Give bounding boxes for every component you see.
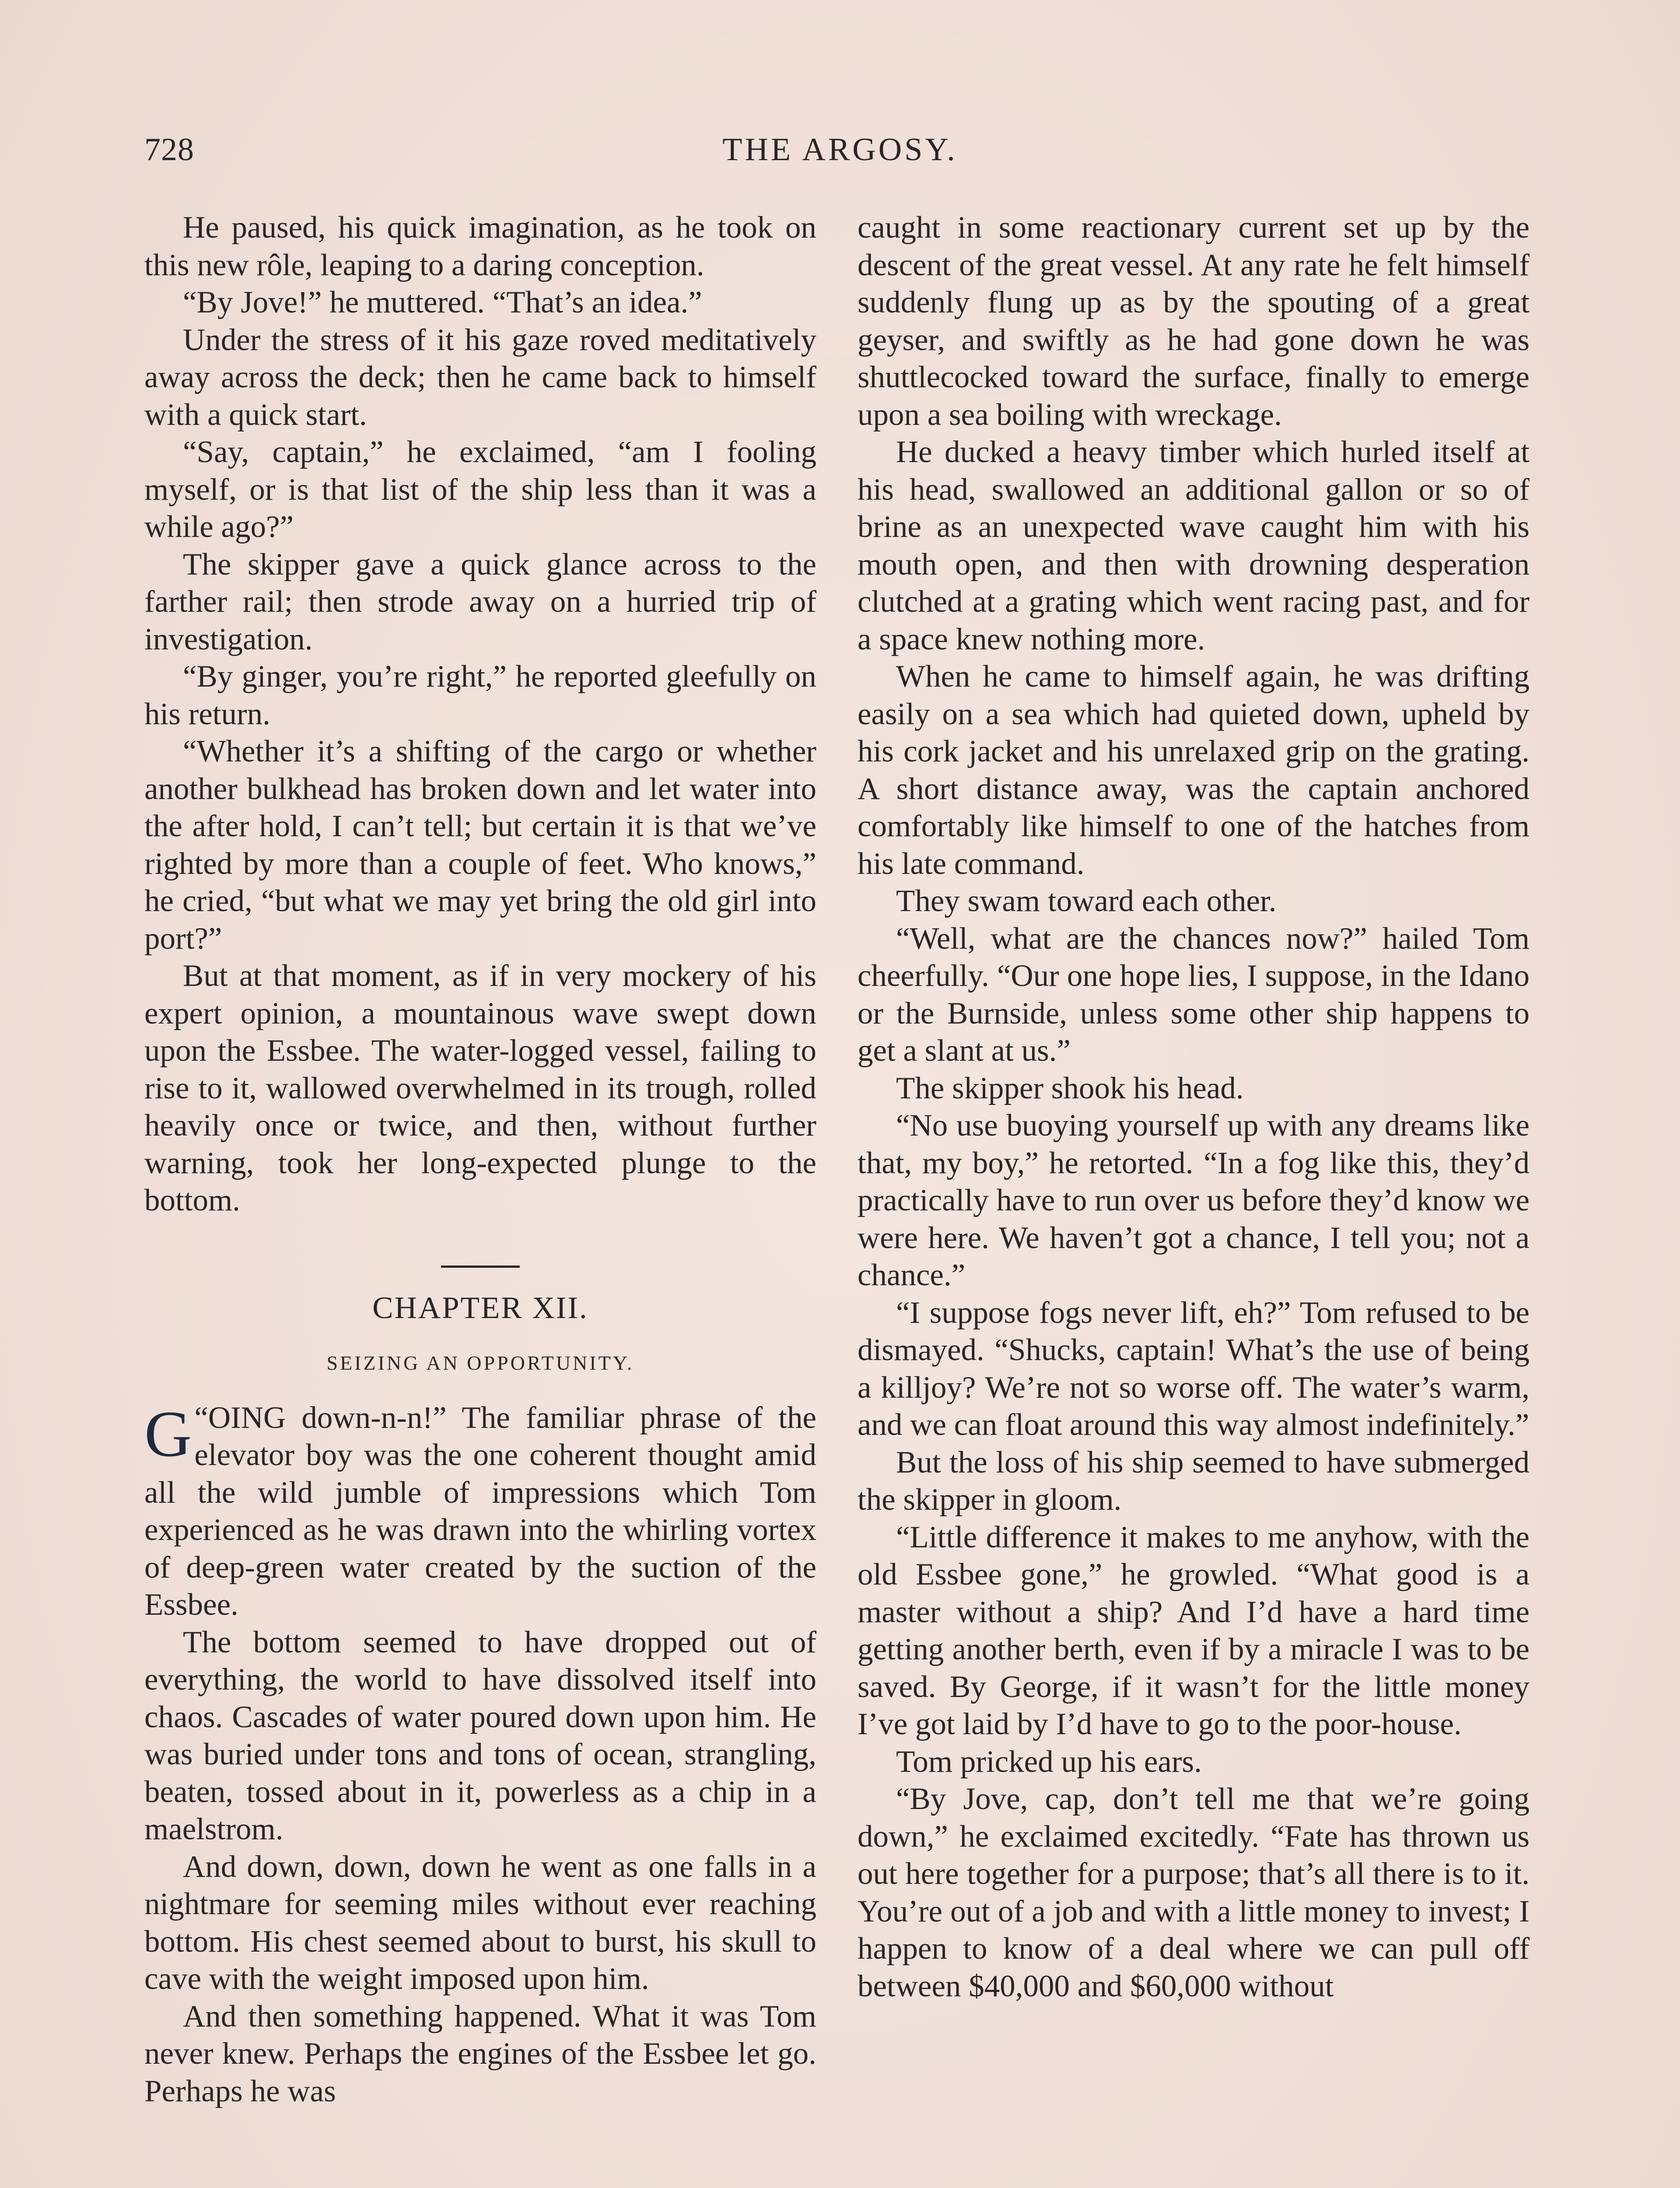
paragraph: “Say, captain,” he exclaimed, “am I fooling myself, or is that list of the ship less than it was a while ago?” — [144, 435, 816, 544]
paragraph: And down, down, down he went as one falls in a nightmare for seeming miles without ever reaching bottom. His chest seemed about to burst, his skull to cave with the weight imposed upon him. — [144, 1849, 816, 1996]
page-number: 728 — [144, 132, 194, 168]
paragraph: But at that moment, as if in very mockery of his expert opinion, a mountainous wave swept down upon the Essbee. The water-logged vessel, failing to rise to it, wallowed overwhelmed in its trough, rolled heavily once or twice, and then, without further warning, took her long-expected plunge to the bottom. — [144, 959, 816, 1217]
paragraph: He ducked a heavy timber which hurled itself at his head, swallowed an additional gallon or so of brine as an unexpected wave caught him with his mouth open, and then with drowning desperation clutched at a grating which went racing past, and for a space knew nothing more. — [858, 435, 1530, 656]
paragraph: “Well, what are the chances now?” hailed Tom cheerfully. “Our one hope lies, I suppose, in the Idano or the Burnside, unless some other ship happens to get a slant at us.” — [858, 921, 1530, 1068]
running-head: THE ARGOSY. — [722, 132, 958, 168]
opening-text: OING down-n-n!” The familiar phrase of the elevator boy was the one coherent thought amid all the wild jumble of impressions which Tom experienced as he was drawn into the whirling vortex of deep-green water created by the suction of the Essbee. — [144, 1400, 816, 1622]
paragraph: “No use buoying yourself up with any dreams like that, my boy,” he retorted. “In a fog like this, they’d practically have to run over us before they’d know we were here. We haven’t got a chance, I tell you; not a chance.” — [858, 1108, 1530, 1292]
drop-cap: G — [144, 1397, 192, 1470]
chapter-opening-paragraph — [144, 1399, 816, 1624]
chapter-subtitle: SEIZING AN OPPORTUNITY. — [326, 1352, 634, 1374]
paragraph: Tom pricked up his ears. — [896, 1744, 1202, 1779]
paragraph: “Whether it’s a shifting of the cargo or whether another bulkhead has broken down and let water into the after hold, I can’t tell; but certain it is that we’ve righted by more than a couple of feet. Who knows,” he cried, “but what we may yet bring the old girl into port?” — [144, 734, 816, 956]
paragraph: They swam toward each other. — [896, 884, 1277, 918]
page-header — [144, 131, 1536, 184]
paragraph: And then something happened. What it was Tom never knew. Perhaps the engines of the Essbee let go. Perhaps he was — [144, 1999, 816, 2108]
paragraph: “Little difference it makes to me anyhow, with the old Essbee gone,” he growled. “What good is a master without a ship? And I’d have a hard time getting another berth, even if by a miracle I was to be saved. By George, if it wasn’t for the little money I’ve got laid by I’d have to go to the poor-house. — [858, 1520, 1530, 1741]
paragraph: He paused, his quick imagination, as he took on this new rôle, leaping to a daring conception. — [144, 210, 816, 282]
paragraph: The skipper shook his head. — [896, 1071, 1244, 1105]
left-column — [144, 209, 816, 2110]
paragraph: When he came to himself again, he was drifting easily on a sea which had quieted down, upheld by his cork jacket and his unrelaxed grip on the grating. A short distance away, was the captain anchored comfortably like himself to one of the hatches from his late command. — [858, 659, 1530, 881]
paragraph: “By ginger, you’re right,” he reported gleefully on his return. — [144, 659, 816, 731]
continued-paragraph: caught in some reactionary current set up by the descent of the great vessel. At any rate he felt himself suddenly flung up as by the spouting of a great geyser, and swiftly as he had gone down he was shuttlecocked toward the surface, finally to emerge upon a sea boiling with wreckage. — [858, 210, 1530, 432]
right-column — [858, 209, 1530, 2005]
paragraph: “By Jove!” he muttered. “That’s an idea.” — [183, 285, 702, 319]
opening-quote: “ — [194, 1400, 208, 1435]
paragraph: The skipper gave a quick glance across to the farther rail; then strode away on a hurried trip of investigation. — [144, 547, 816, 656]
paragraph: Under the stress of it his gaze roved meditatively away across the deck; then he came back to himself with a quick start. — [144, 323, 816, 432]
paragraph: But the loss of his ship seemed to have submerged the skipper in gloom. — [858, 1445, 1530, 1517]
paragraph: “By Jove, cap, don’t tell me that we’re going down,” he exclaimed excitedly. “Fate has thrown us out here together for a purpose; that’s all there is to it. You’re out of a job and with a little money to invest; I happen to know of a deal where we can pull off between $40,000 and $60,000 without — [858, 1782, 1530, 2003]
paragraph: The bottom seemed to have dropped out of everything, the world to have dissolved itself into chaos. Cascades of water poured down upon him. He was buried under tons and tons of ocean, strangling, beaten, tossed about in it, powerless as a chip in a maelstrom. — [144, 1625, 816, 1846]
section-divider — [441, 1266, 520, 1268]
paragraph: “I suppose fogs never lift, eh?” Tom refused to be dismayed. “Shucks, captain! What’s the use of being a killjoy? We’re not so worse off. The water’s warm, and we can float around this way almost indefinitely.” — [858, 1295, 1530, 1442]
chapter-title: CHAPTER XII. — [372, 1290, 588, 1325]
